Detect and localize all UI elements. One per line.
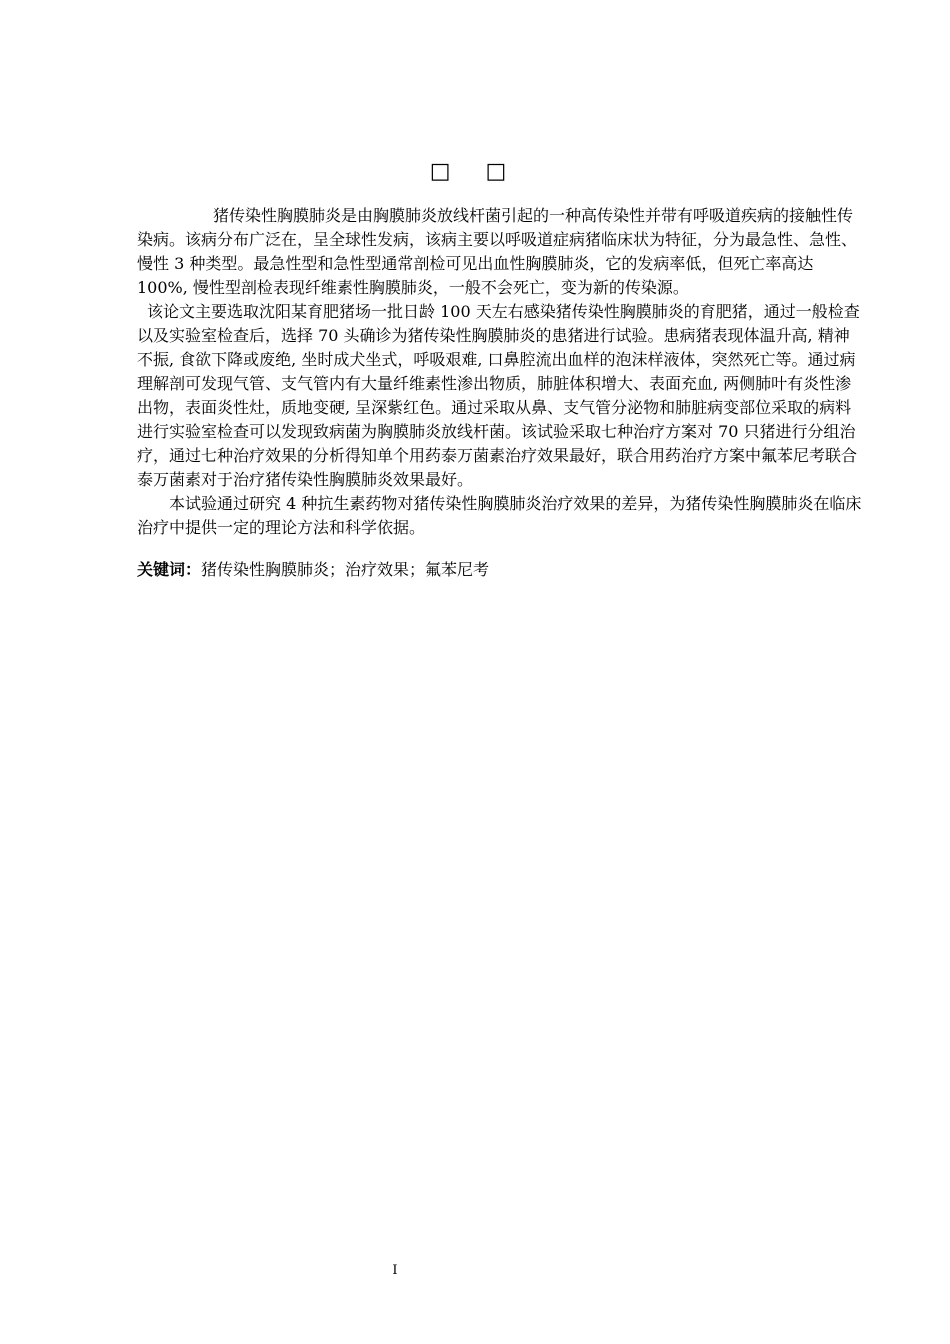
keywords-label: 关键词：: [137, 560, 202, 579]
keywords-line: [137, 558, 862, 582]
abstract-paragraph-3: 本试验通过研究 4 种抗生素药物对猪传染性胸膜肺炎治疗效果的差异，为猪传染性胸膜肺炎在临床治疗中提供一定的理论方法和科学依据。: [137, 494, 862, 537]
page-number: I: [392, 1263, 398, 1278]
keywords-text: 猪传染性胸膜肺炎；治疗效果；氟苯尼考: [201, 560, 490, 579]
abstract-body: [137, 204, 862, 582]
abstract-paragraph-1: 猪传染性胸膜肺炎是由胸膜肺炎放线杆菌引起的一种高传染性并带有呼吸道疾病的接触性传染病。该病分布广泛在，呈全球性发病，该病主要以呼吸道症病猪临床状为特征，分为最急性、急性、慢性 3 种类型。最急性型和急性型通常剖检可见出血性胸膜肺炎，它的发病率低，但死亡率高达 100%, 慢性型剖检表现纤维素性胸膜肺炎，一般不会死亡，变为新的传染源。: [137, 206, 858, 297]
abstract-title: □ □: [429, 159, 521, 184]
abstract-paragraph-2: 该论文主要选取沈阳某育肥猪场一批日龄 100 天左右感染猪传染性胸膜肺炎的育肥猪，通过一般检查以及实验室检查后，选择 70 头确诊为猪传染性胸膜肺炎的患猪进行试验。患病猪表现体温升高, 精神不振, 食欲下降或废绝, 坐时成犬坐式，呼吸艰难, 口鼻腔流出血样的泡沫样液体，突然死亡等。通过病理解剖可发现气管、支气管内有大量纤维素性渗出物质，肺脏体积增大、表面充血, 两侧肺叶有炎性渗出物，表面炎性灶，质地变硬, 呈深紫红色。通过采取从鼻、支气管分泌物和肺脏病变部位采取的病料进行实验室检查可以发现致病菌为胸膜肺炎放线杆菌。该试验采取七种治疗方案对 70 只猪进行分组治疗，通过七种治疗效果的分析得知单个用药泰万菌素治疗效果最好，联合用药治疗方案中氟苯尼考联合泰万菌素对于治疗猪传染性胸膜肺炎效果最好。: [137, 302, 860, 489]
